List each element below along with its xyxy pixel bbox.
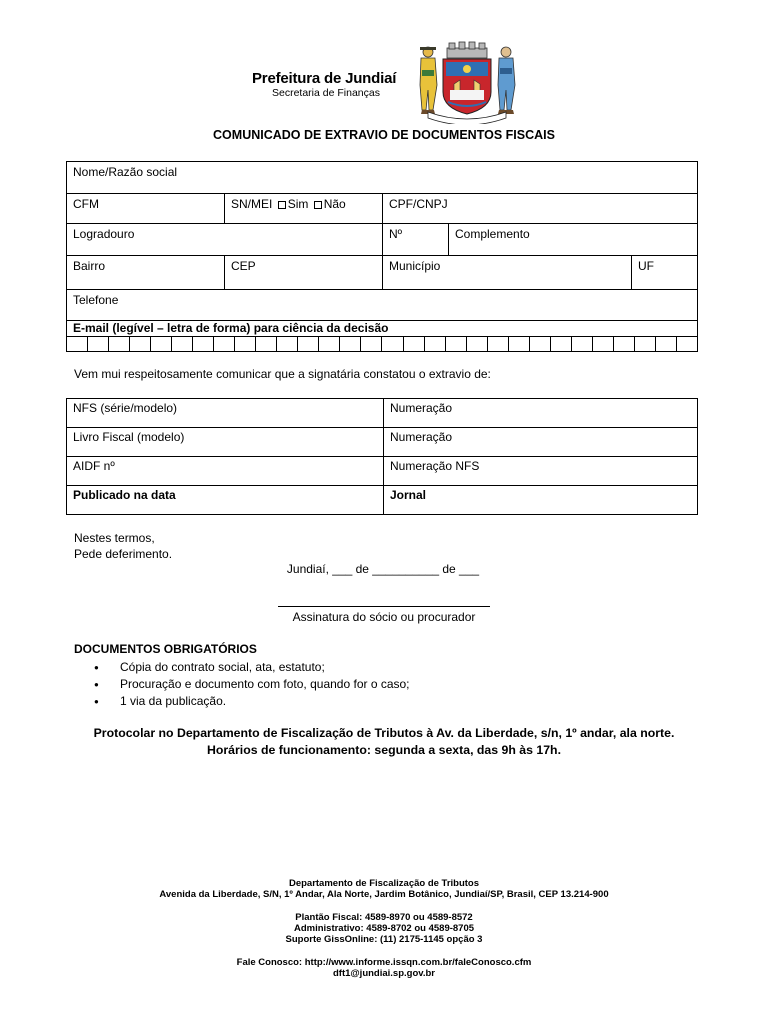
intro-text: Vem mui respeitosamente comunicar que a signatária constatou o extravio de:: [74, 367, 491, 381]
sn-mei-label: SN/MEI: [231, 197, 273, 211]
signature-line[interactable]: [278, 591, 490, 607]
field-logradouro[interactable]: Logradouro: [73, 227, 135, 241]
protocol-notice: [0, 725, 768, 759]
form-row-bairro: [67, 256, 697, 290]
field-complemento[interactable]: Complemento: [448, 224, 697, 255]
list-item: ● Cópia do contrato social, ata, estatuto;: [94, 659, 410, 676]
footer-fale-conosco-link[interactable]: Fale Conosco: http://www.informe.issqn.com.br/faleConosco.cfm: [236, 957, 532, 968]
field-aidf[interactable]: AIDF nº: [67, 457, 384, 485]
city-crest-logo: [414, 40, 520, 124]
list-item: ● 1 via da publicação.: [94, 693, 410, 710]
field-cep[interactable]: CEP: [224, 256, 382, 289]
field-numeracao-livro[interactable]: Numeração: [390, 430, 453, 444]
field-uf[interactable]: UF: [631, 256, 697, 289]
right-supporter-figure: [498, 47, 515, 114]
requirements-title: DOCUMENTOS OBRIGATÓRIOS: [74, 642, 257, 656]
footer-address: Avenida da Liberdade, S/N, 1º Andar, Ala Norte, Jardim Botânico, Jundiaí/SP, Brasil, CEP 13.214-900: [159, 889, 609, 900]
closing-text: [74, 530, 172, 562]
email-letter-boxes[interactable]: [67, 337, 697, 351]
field-jornal[interactable]: Jornal: [390, 488, 427, 502]
form-row-cfm: [67, 194, 697, 224]
footer-email-link[interactable]: dft1@jundiai.sp.gov.br: [333, 968, 435, 979]
field-nome-razao-social[interactable]: Nome/Razão social: [73, 165, 178, 179]
table-row: [67, 399, 697, 428]
table-row: [67, 428, 697, 457]
email-label: E-mail (legível – letra de forma) para ciência da decisão: [73, 321, 389, 335]
form-row-logradouro: [67, 224, 697, 256]
form-row-email-label: [67, 321, 697, 337]
footer-admin: Administrativo: 4589-8702 ou 4589-8705: [293, 923, 475, 934]
field-nfs-serie-modelo[interactable]: NFS (série/modelo): [67, 399, 384, 427]
field-numeracao-nfs[interactable]: Numeração: [390, 401, 453, 415]
closing-line-1: Nestes termos,: [74, 531, 155, 545]
department-name: Secretaria de Finanças: [272, 87, 380, 99]
footer-department: [0, 878, 768, 900]
checkbox-nao[interactable]: [314, 201, 322, 209]
sim-label: Sim: [287, 197, 309, 211]
field-sn-mei: [224, 194, 382, 223]
left-supporter-figure: [420, 47, 437, 114]
closing-line-2: Pede deferimento.: [74, 547, 173, 561]
form-row-telefone: [67, 290, 697, 321]
field-livro-fiscal[interactable]: Livro Fiscal (modelo): [67, 428, 384, 456]
mural-crown: [447, 42, 487, 58]
header: [252, 70, 396, 99]
field-numeracao-aidf[interactable]: Numeração NFS: [390, 459, 480, 473]
identification-form: [66, 161, 698, 352]
field-municipio[interactable]: Município: [382, 256, 631, 289]
field-bairro[interactable]: Bairro: [73, 259, 106, 273]
documents-table: [66, 398, 698, 515]
form-row-nome: [67, 162, 697, 194]
signature-label: Assinatura do sócio ou procurador: [292, 610, 476, 624]
field-telefone[interactable]: Telefone: [73, 293, 119, 307]
field-publicado-na-data[interactable]: Publicado na data: [67, 486, 384, 515]
list-item: ● Procuração e documento com foto, quando for o caso;: [94, 676, 410, 693]
protocol-line-2: Horários de funcionamento: segunda a sexta, das 9h às 17h.: [207, 743, 561, 757]
footer-dept-name: Departamento de Fiscalização de Tributos: [288, 878, 480, 889]
shield: [443, 59, 491, 114]
footer-suporte: Suporte GissOnline: (11) 2175-1145 opção 3: [285, 934, 483, 945]
field-numero[interactable]: Nº: [382, 224, 448, 255]
table-row: [67, 457, 697, 486]
field-cfm[interactable]: CFM: [73, 197, 99, 211]
footer-plantao: Plantão Fiscal: 4589-8970 ou 4589-8572: [295, 912, 473, 923]
protocol-line-1: Protocolar no Departamento de Fiscalização de Tributos à Av. da Liberdade, s/n, 1º andar, ala norte.: [93, 726, 675, 740]
checkbox-sim[interactable]: [278, 201, 286, 209]
org-name: Prefeitura de Jundiaí: [252, 70, 397, 87]
field-cpf-cnpj[interactable]: CPF/CNPJ: [382, 194, 697, 223]
footer-contact-links: [0, 957, 768, 979]
nao-label: Não: [323, 197, 346, 211]
table-row: [67, 486, 697, 515]
date-line: Jundiaí, ___ de __________ de ___: [286, 562, 480, 576]
footer-contacts: [0, 912, 768, 945]
document-title: COMUNICADO DE EXTRAVIO DE DOCUMENTOS FISCAIS: [213, 128, 555, 142]
requirements-list: [94, 659, 410, 710]
